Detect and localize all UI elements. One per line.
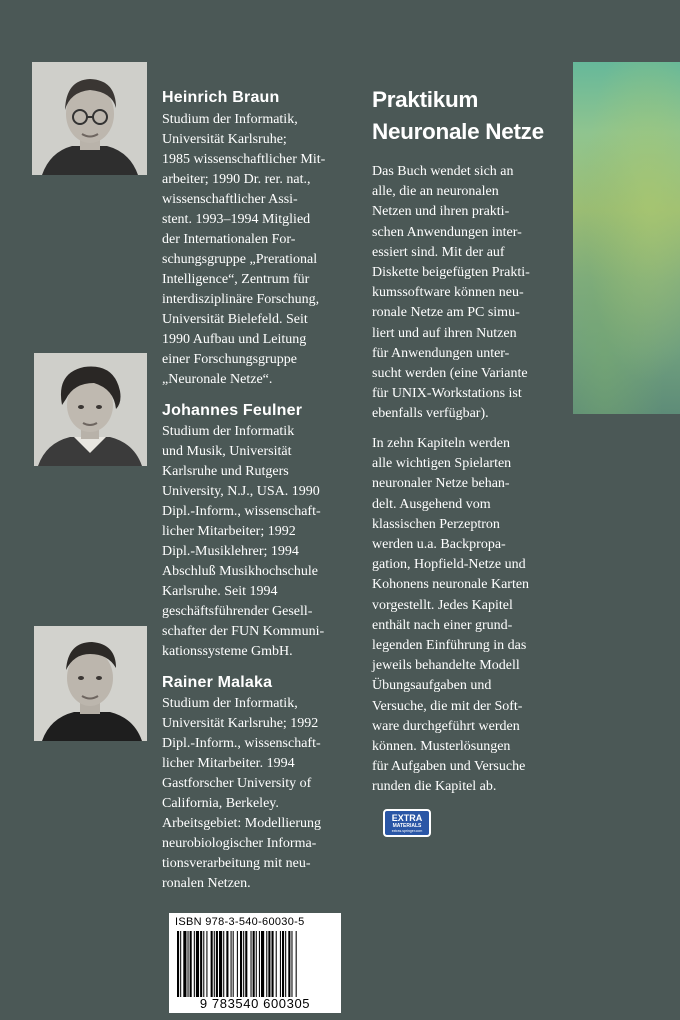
barcode-bar [206,931,207,997]
book-description-2: In zehn Kapiteln werden alle wichtigen Spielarten neuronaler Netze behan- delt. Ausgehend vom klassischen Perzeptron werden u.a. Backpropa- gation, Hopfield-Netze und Kohonens neuronale Karten vorgestellt. Jedes Kapitel enthält nach einer grund- legenden Einführung in das jeweils behandelte Modell Übungsaufgaben und Versuche, die mit der Soft- ware durchgeführt werden können. Musterlösungen für Aufgaben und Versuche runden die Kapitel ab. [372,436,530,795]
author-photo-braun [32,62,147,175]
extra-materials-badge[interactable]: EXTRA MATERIALS extras.springer.com [383,809,431,837]
isbn-barcode [169,913,341,1013]
decorative-cover-stripe [573,62,680,414]
ean-digits: 9 783540 600305 [199,996,311,1011]
book-title: Praktikum Neuronale Netze [372,87,544,144]
barcode-bar [211,931,213,997]
author-photo-feulner [34,353,147,466]
barcode-bar [245,931,247,997]
author-bio-feulner: Studium der Informatik und Musik, Universität Karlsruhe und Rutgers University, N.J., USA. 1990 Dipl.-Inform., wissenschaft- licher Mitarbeiter; 1992 Dipl.-Musiklehrer; 1994 Abschluß Musikhochschule Karlsruhe. Seit 1994 geschäftsführender Gesell- schafter der FUN Kommuni- kationssysteme GmbH. [162,424,325,659]
barcode-bar [203,931,204,997]
portrait-illustration [32,62,147,175]
book-description-1: Das Buch wendet sich an alle, die an neuronalen Netzen und ihren prakti- schen Anwendungen inter- essiert sind. Mit der auf Diskette beigefügten Prakti- kumssoftware können neu- ronale Netze am PC simu- liert und auf ihren Nutzen für Anwendungen unter- sucht werden (eine Variante für UNIX-Workstations ist ebenfalls verfügbar). [372,164,530,422]
barcode-bar [282,931,284,997]
barcode-bar [180,931,181,997]
barcode-bar [231,931,232,997]
portrait-illustration [34,353,147,466]
barcode-bar [285,931,286,997]
isbn-label: ISBN 978-3-540-60030-5 [175,916,305,928]
barcode-bar [253,931,255,997]
barcode-bar [288,931,290,997]
barcode-bars [177,931,335,997]
barcode-bar [219,931,222,997]
barcode-bar [243,931,244,997]
author-photo-malaka [34,626,147,741]
barcode-bar [266,931,267,997]
author-name-feulner: Johannes Feulner [162,402,303,419]
barcode-bar [261,931,264,997]
barcode-bar [216,931,218,997]
barcode-bar [190,931,192,997]
author-bio-malaka: Studium der Informatik, Universität Karlsruhe; 1992 Dipl.-Inform., wissenschaft- licher Mitarbeiter. 1994 Gastforscher University of California, Berkeley. Arbeitsgebiet: Modellierung neurobiologischer Informa- tionsverarbeitung mit neu- ronalen Netzen. [162,696,322,891]
barcode-bar [214,931,215,997]
barcode-bar [296,931,297,997]
author-name-braun: Heinrich Braun [162,89,280,106]
barcode-bar [194,931,195,997]
barcode-bar [256,931,257,997]
barcode-bar [268,931,270,997]
barcode-bar [272,931,274,997]
barcode-bar [251,931,252,997]
barcode-bar [196,931,199,997]
barcode-bar [177,931,179,997]
barcode-bar [226,931,228,997]
barcode-bar [233,931,234,997]
barcode-bar [259,931,260,997]
author-bio-braun: Studium der Informatik, Universität Karlsruhe; 1985 wissenschaftlicher Mit- arbeiter; 1990 Dr. rer. nat., wissenschaftlicher Assi- stent. 1993–1994 Mitglied der Internationalen For- schungsgruppe „Prerational Intelligence“, Zentrum für interdisziplinäre Forschung, Universität Bielefeld. Seit 1990 Aufbau und Leitung einer Forschungsgruppe „Neuronale Netze“. [162,112,326,387]
barcode-bar [280,931,281,997]
barcode-bar [183,931,186,997]
barcode-bar [188,931,189,997]
portrait-illustration [34,626,147,741]
barcode-bar [276,931,277,997]
barcode-bar [291,931,292,997]
barcode-bar [240,931,242,997]
barcode-bar [223,931,224,997]
author-name-malaka: Rainer Malaka [162,674,273,691]
barcode-bar [237,931,238,997]
barcode-bar [200,931,202,997]
